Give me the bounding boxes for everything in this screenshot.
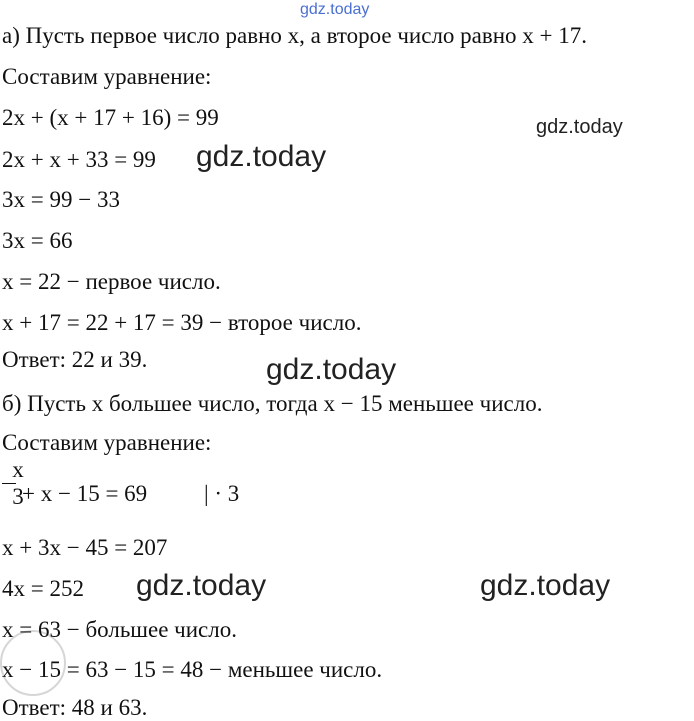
fraction-numerator: x bbox=[12, 457, 24, 482]
part-a-line-4: 2x + x + 33 = 99 bbox=[2, 147, 156, 172]
part-a-line-8: x + 17 = 22 + 17 = 39 − второе число. bbox=[2, 310, 362, 335]
part-a-line-7: x = 22 − первое число. bbox=[2, 269, 221, 294]
part-a-answer: Ответ: 22 и 39. bbox=[2, 347, 148, 372]
part-b-answer: Ответ: 48 и 63. bbox=[2, 695, 148, 720]
watermark-bottom-left: gdz.today bbox=[136, 569, 267, 602]
part-a-line-3: 2x + (x + 17 + 16) = 99 bbox=[2, 105, 219, 130]
part-b-multiplier: | · 3 bbox=[204, 481, 240, 506]
part-b-line-4: x + 3x − 45 = 207 bbox=[2, 535, 168, 560]
fraction-x-over-3 bbox=[2, 457, 24, 513]
watermark-top: gdz.today bbox=[300, 1, 370, 18]
part-a-line-5: 3x = 99 − 33 bbox=[2, 187, 120, 212]
part-a-line-1: а) Пусть первое число равно x, а второе число равно x + 17. bbox=[2, 23, 588, 48]
watermark-right-top: gdz.today bbox=[536, 116, 623, 138]
watermark-line4: gdz.today bbox=[196, 140, 327, 173]
part-a-line-6: 3x = 66 bbox=[2, 228, 73, 253]
part-a-line-2: Составим уравнение: bbox=[2, 64, 212, 89]
fraction-denominator: 3 bbox=[12, 484, 24, 509]
part-b-line-5: 4x = 252 bbox=[2, 576, 84, 601]
watermark-bottom-right: gdz.today bbox=[480, 569, 611, 602]
part-b-line-6: x = 63 − большее число. bbox=[2, 617, 237, 642]
part-b-equation-rest: + x − 15 = 69 bbox=[22, 481, 148, 506]
part-b-line-2: Составим уравнение: bbox=[2, 430, 212, 455]
part-b-line-1: б) Пусть x большее число, тогда x − 15 меньшее число. bbox=[2, 391, 543, 416]
watermark-middle: gdz.today bbox=[266, 353, 397, 386]
part-b-line-7: x − 15 = 63 − 15 = 48 − меньшее число. bbox=[2, 657, 383, 682]
